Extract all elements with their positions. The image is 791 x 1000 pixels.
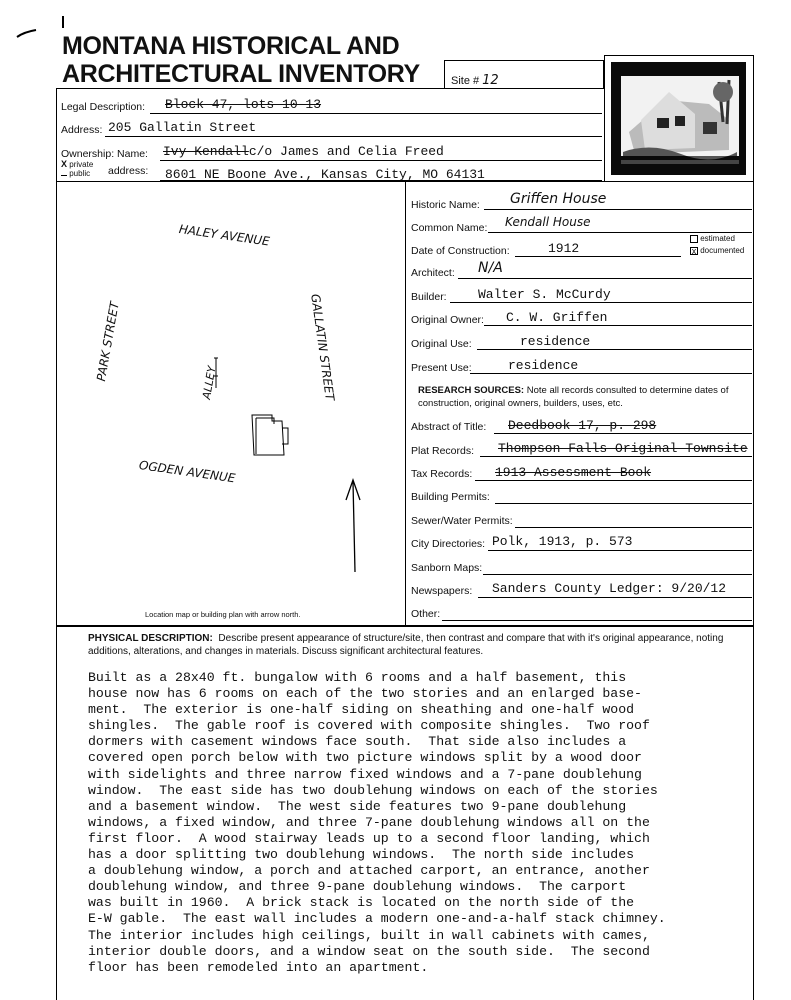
street-ogden-avenue: OGDEN AVENUE (138, 458, 237, 486)
private-mark: X (61, 159, 68, 169)
private-label: private (69, 160, 94, 169)
architect-label: Architect: (411, 267, 455, 279)
present-use-value[interactable]: residence (508, 358, 579, 373)
research-sources-note (418, 384, 753, 410)
map-caption: Location map or building plan with arrow north. (145, 610, 301, 619)
common-name-value[interactable]: Kendall House (505, 215, 591, 229)
north-arrow (346, 480, 360, 572)
owner-address-value[interactable]: 8601 NE Boone Ave., Kansas City, MO 64131 (165, 167, 485, 182)
street-park-street: PARK STREET (94, 300, 122, 383)
original-use-value[interactable]: residence (520, 334, 591, 349)
common-name-label: Common Name: (411, 222, 488, 234)
owner-care-of: c/o James and Celia Freed (248, 144, 444, 159)
physical-description-heading: PHYSICAL DESCRIPTION: (88, 633, 213, 644)
private-option[interactable] (61, 160, 93, 169)
street-alley: ALLEY (200, 365, 219, 401)
physical-description-text[interactable]: Built as a 28x40 ft. bungalow with 6 rooms and a half basement, this house now has 6 rooms on each of the two stories and an enlarged base- ment. The exterior is one-half siding on sheathing and one-half wood shingles. The gable roof is covered with composite shingles. Two roof dormers with casement windows face south. That side also includes a covered open porch below with two picture windows split by a wood door with sidelights and three narrow fixed windows and a 7-pane doublehung window. The east side has two doublehung windows on each of the stories and a basement window. The west side features two 9-pane doublehung windows, a fixed window, and three 7-pane doublehung windows all on the first floor. A wood stairway leads up to a second floor landing, which has a door splitting two doublehung windows. The north side includes a doublehung window, a porch and attached carport, an entrance, another doublehung window, and three 9-pane doublehung windows. The carport was built in 1960. A brick stack is located on the north side of the E-W gable. The east wall includes a modern one-and-a-half stack chimney. The interior includes high ceilings, built in wall cabinets with cames, interior double doors, and a window seat on the south side. The second floor has been remodeled into an apartment. (88, 670, 666, 975)
original-use-label: Original Use: (411, 338, 472, 350)
architect-value[interactable]: N/A (478, 260, 503, 276)
documented-option[interactable] (690, 245, 744, 257)
documented-mark: x (691, 245, 697, 256)
sewer-water-permits-label: Sewer/Water Permits: (411, 515, 513, 527)
ownership-type (61, 160, 93, 178)
owner-name-value[interactable] (163, 144, 444, 159)
original-owner-label: Original Owner: (411, 314, 484, 326)
building-permits-label: Building Permits: (411, 491, 490, 503)
historic-name-label: Historic Name: (411, 199, 480, 211)
owner-address-label: address: (108, 165, 149, 177)
physical-description-instructions: Describe present appearance of structure/site, then contrast and compare that with it's original appearance, noting additions, alterations, and changes in materials. Discuss significant architectural features. (88, 633, 724, 657)
abstract-title-label: Abstract of Title: (411, 421, 487, 433)
stray-mark (16, 28, 38, 40)
street-haley-avenue: HALEY AVENUE (178, 222, 271, 249)
historic-name-value[interactable]: Griffen House (510, 191, 607, 207)
public-label: public (69, 169, 91, 178)
research-sources-heading: RESEARCH SOURCES: (418, 385, 525, 396)
corner-tick (62, 16, 64, 28)
house-photo (611, 62, 746, 175)
estimated-label: estimated (700, 234, 735, 243)
site-number: 12 (482, 73, 499, 88)
plat-records-value[interactable]: Thompson Falls Original Townsite (498, 441, 748, 456)
public-option[interactable] (61, 169, 93, 178)
date-construction-value[interactable]: 1912 (548, 241, 580, 256)
street-gallatin-street: GALLATIN STREET (308, 293, 337, 402)
builder-label: Builder: (411, 291, 447, 303)
legal-description-value[interactable]: Block 47, lots 10-13 (165, 97, 322, 112)
original-owner-value[interactable]: C. W. Griffen (506, 310, 608, 325)
tax-records-label: Tax Records: (411, 468, 473, 480)
site-number-box (444, 60, 604, 88)
ownership-name-label: Ownership: Name: (61, 148, 148, 160)
research-sources-text: Note all records consulted to determine dates of construction, original owners, builders, uses, etc. (418, 385, 729, 409)
date-type-options (690, 233, 744, 257)
date-construction-label: Date of Construction: (411, 245, 510, 257)
owner-name: Ivy Kendall (163, 144, 249, 159)
estimated-option[interactable] (690, 233, 744, 245)
sanborn-maps-label: Sanborn Maps: (411, 562, 483, 574)
newspapers-label: Newspapers: (411, 585, 473, 597)
address-value[interactable]: 205 Gallatin Street (108, 120, 257, 135)
newspapers-value[interactable]: Sanders County Ledger: 9/20/12 (492, 581, 727, 596)
form-title-line1: MONTANA HISTORICAL AND (62, 32, 400, 60)
map-drawing (56, 182, 406, 626)
building-footprint (252, 415, 288, 455)
address-label: Address: (61, 124, 103, 136)
builder-value[interactable]: Walter S. McCurdy (478, 287, 611, 302)
physical-description-header (88, 632, 738, 658)
plat-records-label: Plat Records: (411, 445, 475, 457)
form-title-line2: ARCHITECTURAL INVENTORY (62, 60, 420, 88)
abstract-title-value[interactable]: Deedbook 17, p. 298 (508, 418, 657, 433)
documented-label: documented (700, 246, 745, 255)
site-label: Site # (451, 75, 480, 87)
legal-description-label: Legal Description: (61, 101, 146, 113)
present-use-label: Present Use: (411, 362, 472, 374)
other-label: Other: (411, 608, 441, 620)
city-directories-label: City Directories: (411, 538, 486, 550)
city-directories-value[interactable]: Polk, 1913, p. 573 (492, 534, 633, 549)
tax-records-value[interactable]: 1913 Assessment Book (495, 465, 652, 480)
